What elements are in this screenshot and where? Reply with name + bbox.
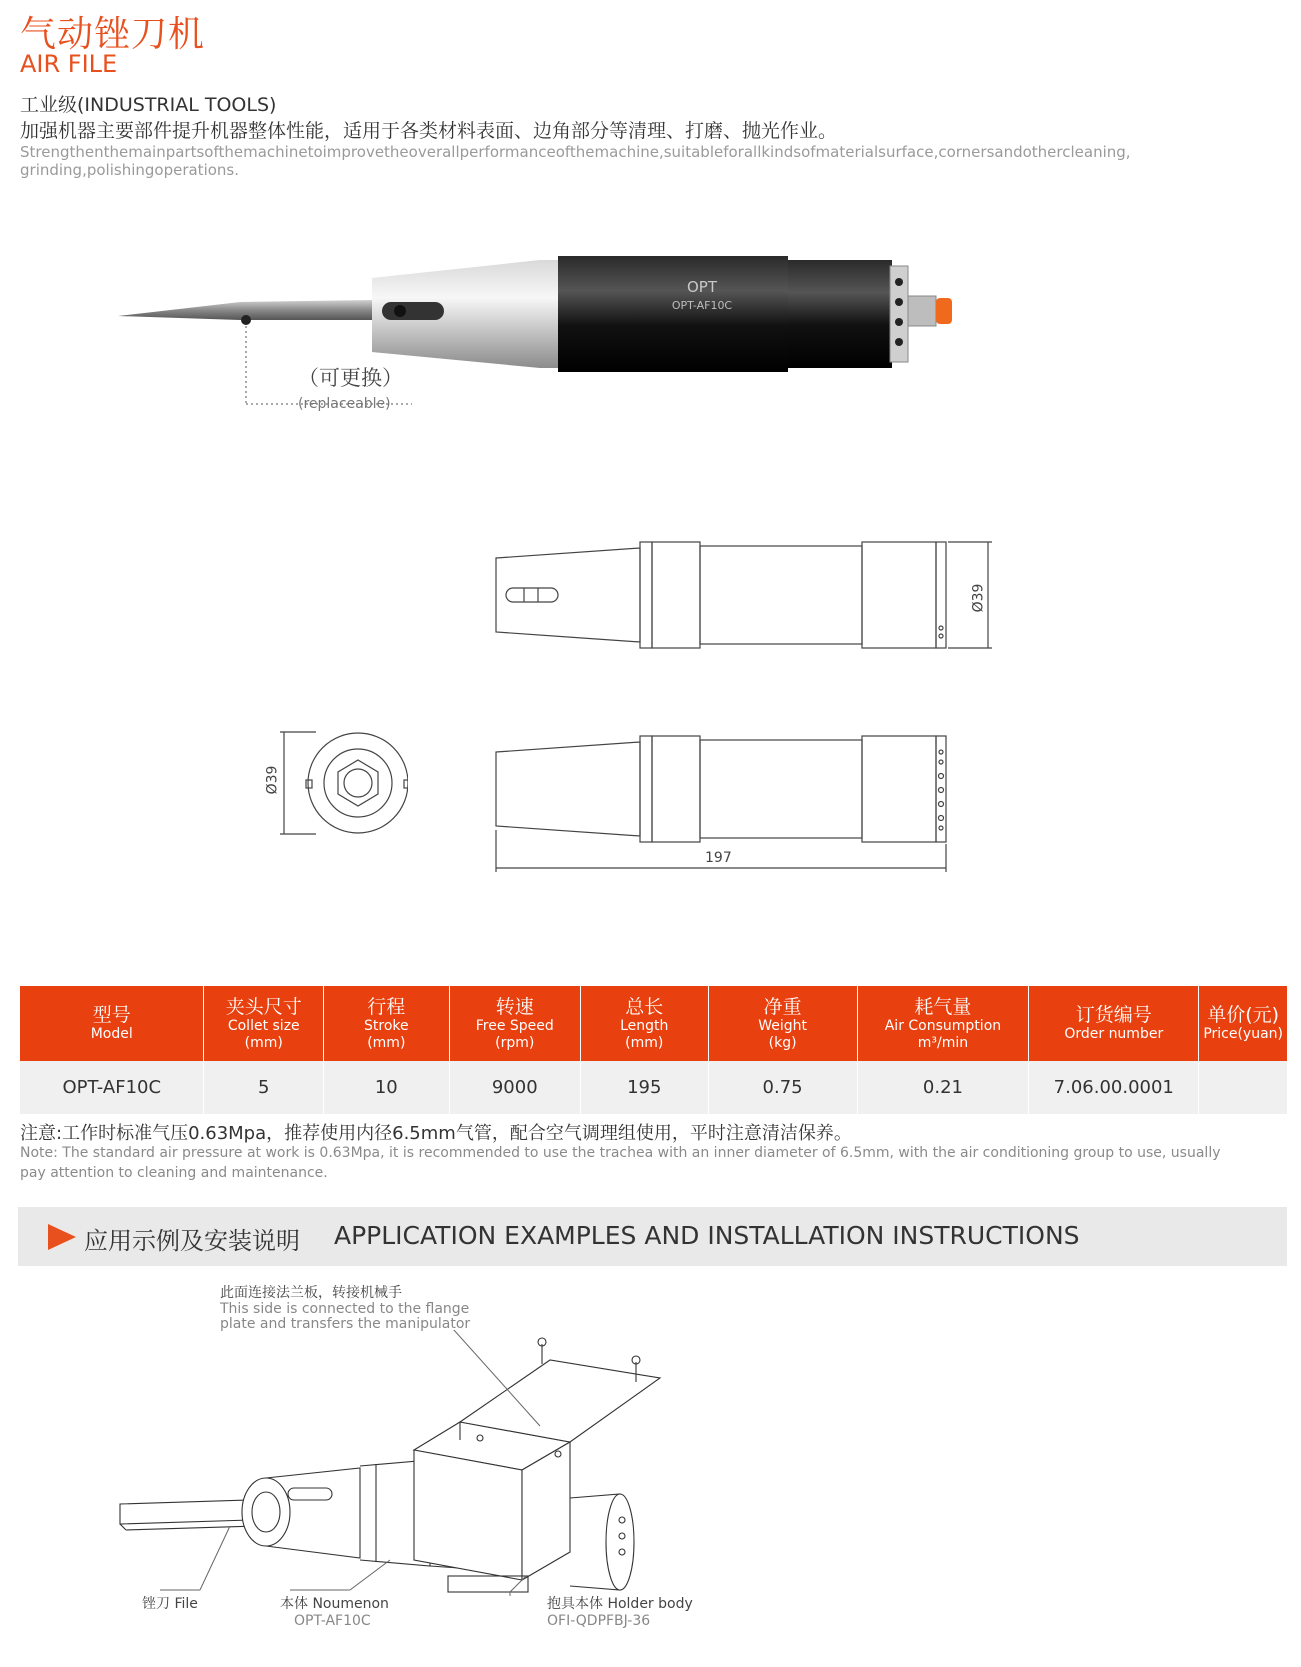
section-title-cn: 应用示例及安装说明 (84, 1227, 300, 1255)
cell-length: 195 (580, 1061, 708, 1114)
spec-table (20, 986, 1287, 1114)
body-model: OPT-AF10C (294, 1613, 371, 1629)
flange-label-cn: 此面连接法兰板，转接机械手 (220, 1285, 402, 1301)
cell-air: 0.21 (857, 1061, 1029, 1114)
header-collet: 夹头尺寸 Collet size (mm) (204, 986, 324, 1061)
table-row (20, 1061, 1287, 1114)
dim-length: 197 (705, 850, 732, 866)
header-weight: 净重 Weight (kg) (708, 986, 857, 1061)
cell-stroke: 10 (324, 1061, 450, 1114)
header-length: 总长 Length (mm) (580, 986, 708, 1061)
description-cn: 加强机器主要部件提升机器整体性能，适用于各类材料表面、边角部分等清理、打磨、抛光作业。 (20, 120, 838, 142)
product-grade: 工业级(INDUSTRIAL TOOLS) (20, 94, 277, 116)
section-header (18, 1207, 1287, 1266)
note-cn: 注意:工作时标准气压0.63Mpa，推荐使用内径6.5mm气管，配合空气调理组使用，平时注意清洁保养。 (20, 1123, 852, 1144)
nose-slot (382, 302, 444, 320)
page-title-en: AIR FILE (20, 50, 118, 78)
callout-replaceable-cn: （可更换） (298, 366, 403, 390)
play-arrow-icon (48, 1224, 76, 1250)
note-en: Note: The standard air pressure at work is 0.63Mpa, it is recommended to use the trachea with an inner diameter of 6.5mm, with the air conditioning group to use, usually pay attention to cleaning and maintenance. (20, 1145, 1221, 1181)
black-body (558, 256, 788, 372)
page-title: 气动锉刀机 (20, 14, 206, 55)
model-print: OPT-AF10C (671, 299, 733, 312)
header-order: 订货编号 Order number (1029, 986, 1199, 1061)
brand-print: OPT (686, 278, 718, 296)
drawing-side-top (480, 540, 1000, 660)
spec-header-row (20, 986, 1287, 1061)
product-image (0, 240, 1000, 440)
file-label: 锉刀 File (142, 1596, 198, 1612)
cell-weight: 0.75 (708, 1061, 857, 1114)
holder-label: 抱具本体 Holder body (547, 1596, 693, 1612)
dim-diameter-end: Ø39 (264, 765, 281, 795)
description-en: Strengthenthemainpartsofthemachinetoimprovetheoverallperformanceofthemachine,suitableforallkindsofmaterialsurface,cornersandothercleaning, grinding,polishingoperations. (20, 143, 1131, 179)
header-speed: 转速 Free Speed (rpm) (449, 986, 580, 1061)
cell-price (1199, 1061, 1287, 1114)
header-model: 型号 Model (20, 986, 204, 1061)
flange-label-en-2: plate and transfers the manipulator (220, 1316, 471, 1332)
body-label: 本体 Noumenon (280, 1596, 389, 1612)
header-price: 单价(元) Price(yuan) (1199, 986, 1287, 1061)
flange-label-en-1: This side is connected to the flange (220, 1301, 470, 1317)
dim-diameter-side: Ø39 (970, 583, 987, 613)
drawing-side-bottom (480, 734, 1000, 874)
cell-order: 7.06.00.0001 (1029, 1061, 1199, 1114)
holder-model: OFI-QDPFBJ-36 (547, 1613, 651, 1629)
cell-speed: 9000 (449, 1061, 580, 1114)
callout-replaceable-en: (replaceable) (298, 396, 391, 412)
slot-pin (394, 305, 406, 317)
air-fitting (908, 296, 936, 326)
air-fitting-cap (936, 298, 952, 324)
cell-model: OPT-AF10C (20, 1061, 204, 1114)
header-stroke: 行程 Stroke (mm) (324, 986, 450, 1061)
section-title-en: APPLICATION EXAMPLES AND INSTALLATION INSTRUCTIONS (334, 1221, 1080, 1250)
header-air: 耗气量 Air Consumption m³/min (857, 986, 1029, 1061)
drawing-end-view (268, 722, 408, 842)
cell-collet: 5 (204, 1061, 324, 1114)
black-ring (788, 260, 892, 368)
